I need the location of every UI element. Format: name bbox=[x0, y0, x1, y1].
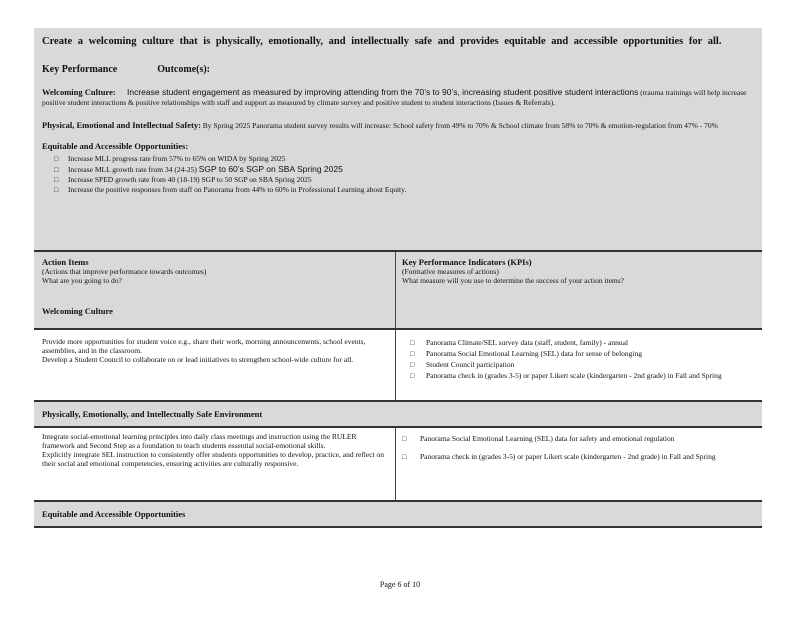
safety-row bbox=[34, 428, 762, 502]
welcoming-rest: (trauma trainings will help increase positive student interactions & positive relationships with staff and support as measured by climate survey and positive student to student interactions (Issues & Referrals). bbox=[42, 88, 747, 107]
kp-heading-right: Outcome(s): bbox=[157, 64, 211, 75]
equitable-bullets bbox=[54, 154, 754, 195]
welcoming-actions bbox=[34, 330, 396, 400]
welcoming-action: Provide more opportunities for student voice e.g., share their work, morning announcements, school events, assemblies, and in the classroom. bbox=[42, 337, 366, 355]
goal-statement: Create a welcoming culture that is physically, emotionally, and intellectually safe and provides equitable and accessible opportunities for all. bbox=[42, 36, 722, 47]
welcoming-kpis bbox=[396, 330, 762, 400]
kpi-item: □ Panorama Climate/SEL survey data (staff, student, family) - annual bbox=[410, 338, 748, 348]
goal-box bbox=[34, 28, 762, 252]
safety-label: Physical, Emotional and Intellectual Safety: bbox=[42, 120, 201, 130]
equitable-bullet: □ Increase the positive responses from staff on Panorama from 44% to 60% in Professional Learning about Equity. bbox=[54, 185, 754, 195]
action-items-sub1: (Actions that improve performance towards outcomes) bbox=[42, 267, 207, 276]
kp-heading-left: Key Performance bbox=[42, 64, 118, 75]
equitable-bullet: □ Increase SPED growth rate from 40 (18-19) SGP to 50 SGP on SBA Spring 2025 bbox=[54, 175, 754, 185]
kpi-item: □ Student Council participation bbox=[410, 360, 748, 370]
kpi-item: □ Panorama Social Emotional Learning (SEL) data for safety and emotional regulation bbox=[402, 434, 756, 444]
welcoming-section-title: Welcoming Culture bbox=[42, 306, 113, 316]
safety-kpi-list bbox=[402, 434, 756, 462]
safety-action: Integrate social-emotional learning principles into daily class meetings and instruction using the RULER framework and Second Step as a foundation to teach students essential social-emotional skills. bbox=[42, 432, 357, 450]
kpi-item: □ Panorama check in (grades 3-5) or paper Likert scale (kindergarten - 2nd grade) in Fall and Spring bbox=[402, 452, 756, 462]
welcoming-action: Develop a Student Council to collaborate on or lead initiatives to strengthen school-wide culture for all. bbox=[42, 355, 354, 364]
welcoming-label: Welcoming Culture: bbox=[42, 87, 116, 97]
kpi-sub2: What measure will you use to determine the success of your action items? bbox=[402, 276, 625, 285]
welcoming-lead: Increase student engagement as measured by improving attending from the 70’s to 90’s, increasing student positive student interactions bbox=[127, 87, 639, 97]
equitable-bullet: □ Increase MLL progress rate from 57% to 65% on WIDA by Spring 2025 bbox=[54, 154, 754, 164]
kpi-title: Key Performance Indicators (KPIs) bbox=[402, 257, 532, 267]
safety-action: Explicitly integrate SEL instruction to consistently offer students opportunities to develop, practice, and reflect on their social and emotional competencies, ensuring activities are culturally responsive. bbox=[42, 450, 384, 468]
plan-document bbox=[34, 28, 762, 528]
page-number: Page 6 of 10 bbox=[379, 580, 421, 589]
equitable-label: Equitable and Accessible Opportunities: bbox=[42, 141, 189, 151]
safety-section-title: Physically, Emotionally, and Intellectually Safe Environment bbox=[42, 409, 263, 419]
table-header-row bbox=[34, 252, 762, 330]
action-items-header bbox=[34, 252, 396, 328]
equitable-outcome bbox=[42, 141, 754, 195]
action-items-title: Action Items bbox=[42, 257, 89, 267]
safety-section-band bbox=[34, 402, 762, 428]
equitable-bullet: □ Increase MLL growth rate from 34 (24-25) SGP to 60’s SGP on SBA Spring 2025 bbox=[54, 164, 754, 175]
kpi-header bbox=[396, 252, 762, 328]
kpi-sub1: (Formative measures of actions) bbox=[402, 267, 499, 276]
action-items-sub2: What are you going to do? bbox=[42, 276, 122, 285]
kpi-item: □ Panorama Social Emotional Learning (SEL) data for sense of belonging bbox=[410, 349, 748, 359]
equitable-section-band bbox=[34, 502, 762, 528]
kpi-item: □ Panorama check in (grades 3-5) or paper Likert scale (kindergarten - 2nd grade) in Fall and Spring bbox=[410, 371, 748, 381]
equitable-section-title: Equitable and Accessible Opportunities bbox=[42, 509, 186, 519]
welcoming-kpi-list bbox=[410, 338, 748, 381]
safety-actions bbox=[34, 428, 396, 500]
key-performance-heading bbox=[42, 64, 754, 75]
safety-text: By Spring 2025 Panorama student survey results will increase: School safety from 49% to 70% & School climate from 58% to 70% & emotion-regulation from 47% - 70% bbox=[202, 121, 718, 130]
welcoming-row bbox=[34, 330, 762, 402]
safety-kpis bbox=[396, 428, 762, 500]
welcoming-outcome bbox=[42, 87, 754, 108]
safety-outcome bbox=[42, 120, 754, 131]
